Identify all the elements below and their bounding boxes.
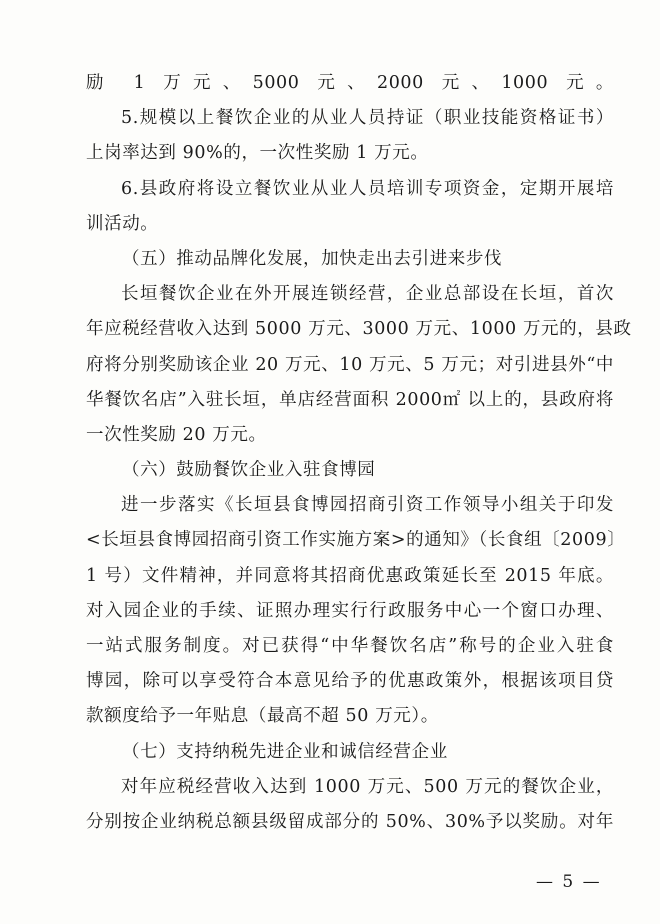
text-line: 励 1 万元、5000 元、2000 元、1000 元。 [86,73,614,93]
text-line: 分别按企业纳税总额县级留成部分的 50%、30%予以奖励。对年 [86,811,614,832]
text-line: 款额度给予一年贴息（最高不超 50 万元）。 [86,706,439,727]
text-line: 训活动。 [86,213,159,234]
text-line: 进一步落实《长垣县食博园招商引资工作领导小组关于印发 [121,495,614,516]
text-line: 1 号）文件精神，并同意将其招商优惠政策延长至 2015 年底。 [86,565,614,586]
text-line: 一站式服务制度。对已获得“中华餐饮名店”称号的企业入驻食 [86,636,614,656]
text-line: 5.规模以上餐饮企业的从业人员持证（职业技能资格证书） [121,108,614,129]
text-line: 博园，除可以享受符合本意见给予的优惠政策外，根据该项目贷 [86,671,614,692]
text-line: 一次性奖励 20 万元。 [86,424,267,445]
section-heading: （七）支持纳税先进企业和诚信经营企业 [122,741,448,762]
body-text [86,66,632,840]
text-line: 华餐饮名店”入驻长垣，单店经营面积 2000㎡ 以上的，县政府将 [86,389,614,410]
text-line: 年应税经营收入达到 5000 万元、3000 万元、1000 万元的，县政 [86,319,632,340]
text-line: 6.县政府将设立餐饮业从业人员培训专项资金，定期开展培 [121,178,614,199]
text-line: 长垣餐饮企业在外开展连锁经营，企业总部设在长垣，首次 [121,284,614,305]
section-heading: （六）鼓励餐饮企业入驻食博园 [122,460,376,481]
text-line: 对入园企业的手续、证照办理实行行政服务中心一个窗口办理、 [86,600,614,621]
text-line: 对年应税经营收入达到 1000 万元、500 万元的餐饮企业， [121,776,614,797]
page-number: — 5 — [536,872,602,892]
text-line: <长垣县食博园招商引资工作实施方案>的通知》（长食组〔2009〕 [86,530,626,551]
text-line: 府将分别奖励该企业 20 万元、10 万元、5 万元；对引进县外“中 [86,354,614,375]
text-line: 上岗率达到 90%的，一次性奖励 1 万元。 [86,143,429,164]
section-heading: （五）推动品牌化发展，加快走出去引进来步伐 [122,248,503,269]
